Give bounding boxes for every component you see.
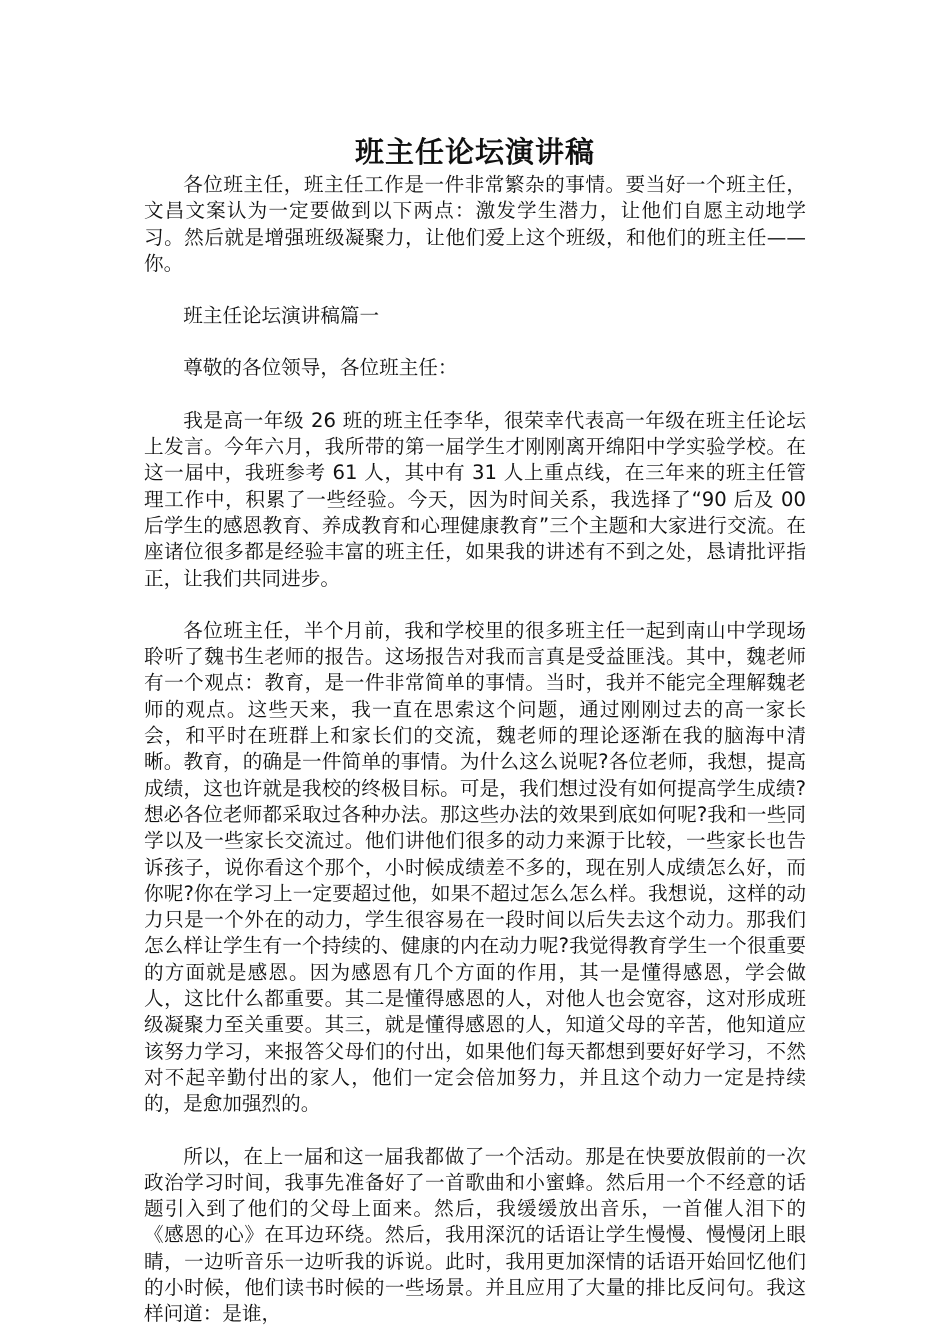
document-page (144, 132, 806, 1328)
paragraph-gratitude-education: 各位班主任，半个月前，我和学校里的很多班主任一起到南山中学现场聆听了魏书生老师的报告。这场报告对我而言真是受益匪浅。其中，魏老师有一个观点：教育，是一件非常简单的事情。当时，我并不能完全理解魏老师的观点。这些天来，我一直在思索这个问题，通过刚刚过去的高一家长会，和平时在班群上和家长们的交流，魏老师的理论逐渐在我的脑海中清晰。教育，的确是一件简单的事情。为什么这么说呢?各位老师，我想，提高成绩，这也许就是我校的终极目标。可是，我们想过没有如何提高学生成绩?想必各位老师都采取过各种办法。那这些办法的效果到底如何呢?我和一些同学以及一些家长交流过。他们讲他们很多的动力来源于比较，一些家长也告诉孩子，说你看这个那个，小时候成绩差不多的，现在别人成绩怎么好，而你呢?你在学习上一定要超过他，如果不超过怎么怎么样。我想说，这样的动力只是一个外在的动力，学生很容易在一段时间以后失去这个动力。那我们怎么样让学生有一个持续的、健康的内在动力呢?我觉得教育学生一个很重要的方面就是感恩。因为感恩有几个方面的作用，其一是懂得感恩，学会做人，这比什么都重要。其二是懂得感恩的人，对他人也会宽容，这对形成班级凝聚力至关重要。其三，就是懂得感恩的人，知道父母的辛苦，他知道应该努力学习，来报答父母们的付出，如果他们每天都想到要好好学习，不然对不起辛勤付出的家人，他们一定会倍加努力，并且这个动力一定是持续的，是愈加强烈的。 (144, 618, 806, 1116)
paragraph-salutation: 尊敬的各位领导，各位班主任： (183, 356, 458, 380)
paragraph-intro: 各位班主任，班主任工作是一件非常繁杂的事情。要当好一个班主任，文昌文案认为一定要做到以下两点：激发学生潜力，让他们自愿主动地学习。然后就是增强班级凝聚力，让他们爱上这个班级，和他们的班主任——你。 (144, 173, 806, 275)
paragraph-section-heading: 班主任论坛演讲稿篇一 (183, 304, 380, 328)
paragraph-self-introduction: 我是高一年级 26 班的班主任李华，很荣幸代表高一年级在班主任论坛上发言。今年六月，我所带的第一届学生才刚刚离开绵阳中学实验学校。在这一届中，我班参考 61 人，其中有 31 人上重点线，在三年来的班主任管理工作中，积累了一些经验。今天，因为时间关系，我选择了“90 后及 00 后学生的感恩教育、养成教育和心理健康教育”三个主题和大家进行交流。在座诸位很多都是经验丰富的班主任，如果我的讲述有不到之处，恳请批评指正，让我们共同进步。 (144, 408, 806, 590)
document-title: 班主任论坛演讲稿 (354, 135, 595, 169)
paragraph-activity: 所以，在上一届和这一届我都做了一个活动。那是在快要放假前的一次政治学习时间，我事先准备好了一首歌曲和小蜜蜂。然后用一个不经意的话题引入到了他们的父母上面来。然后，我缓缓放出音乐，一首催人泪下的《感恩的心》在耳边环绕。然后，我用深沉的话语让学生慢慢、慢慢闭上眼睛，一边听音乐一边听我的诉说。此时，我用更加深情的话语开始回忆他们的小时候，他们读书时候的一些场景。并且应用了大量的排比反问句。我这样问道：是谁， (144, 1144, 806, 1326)
